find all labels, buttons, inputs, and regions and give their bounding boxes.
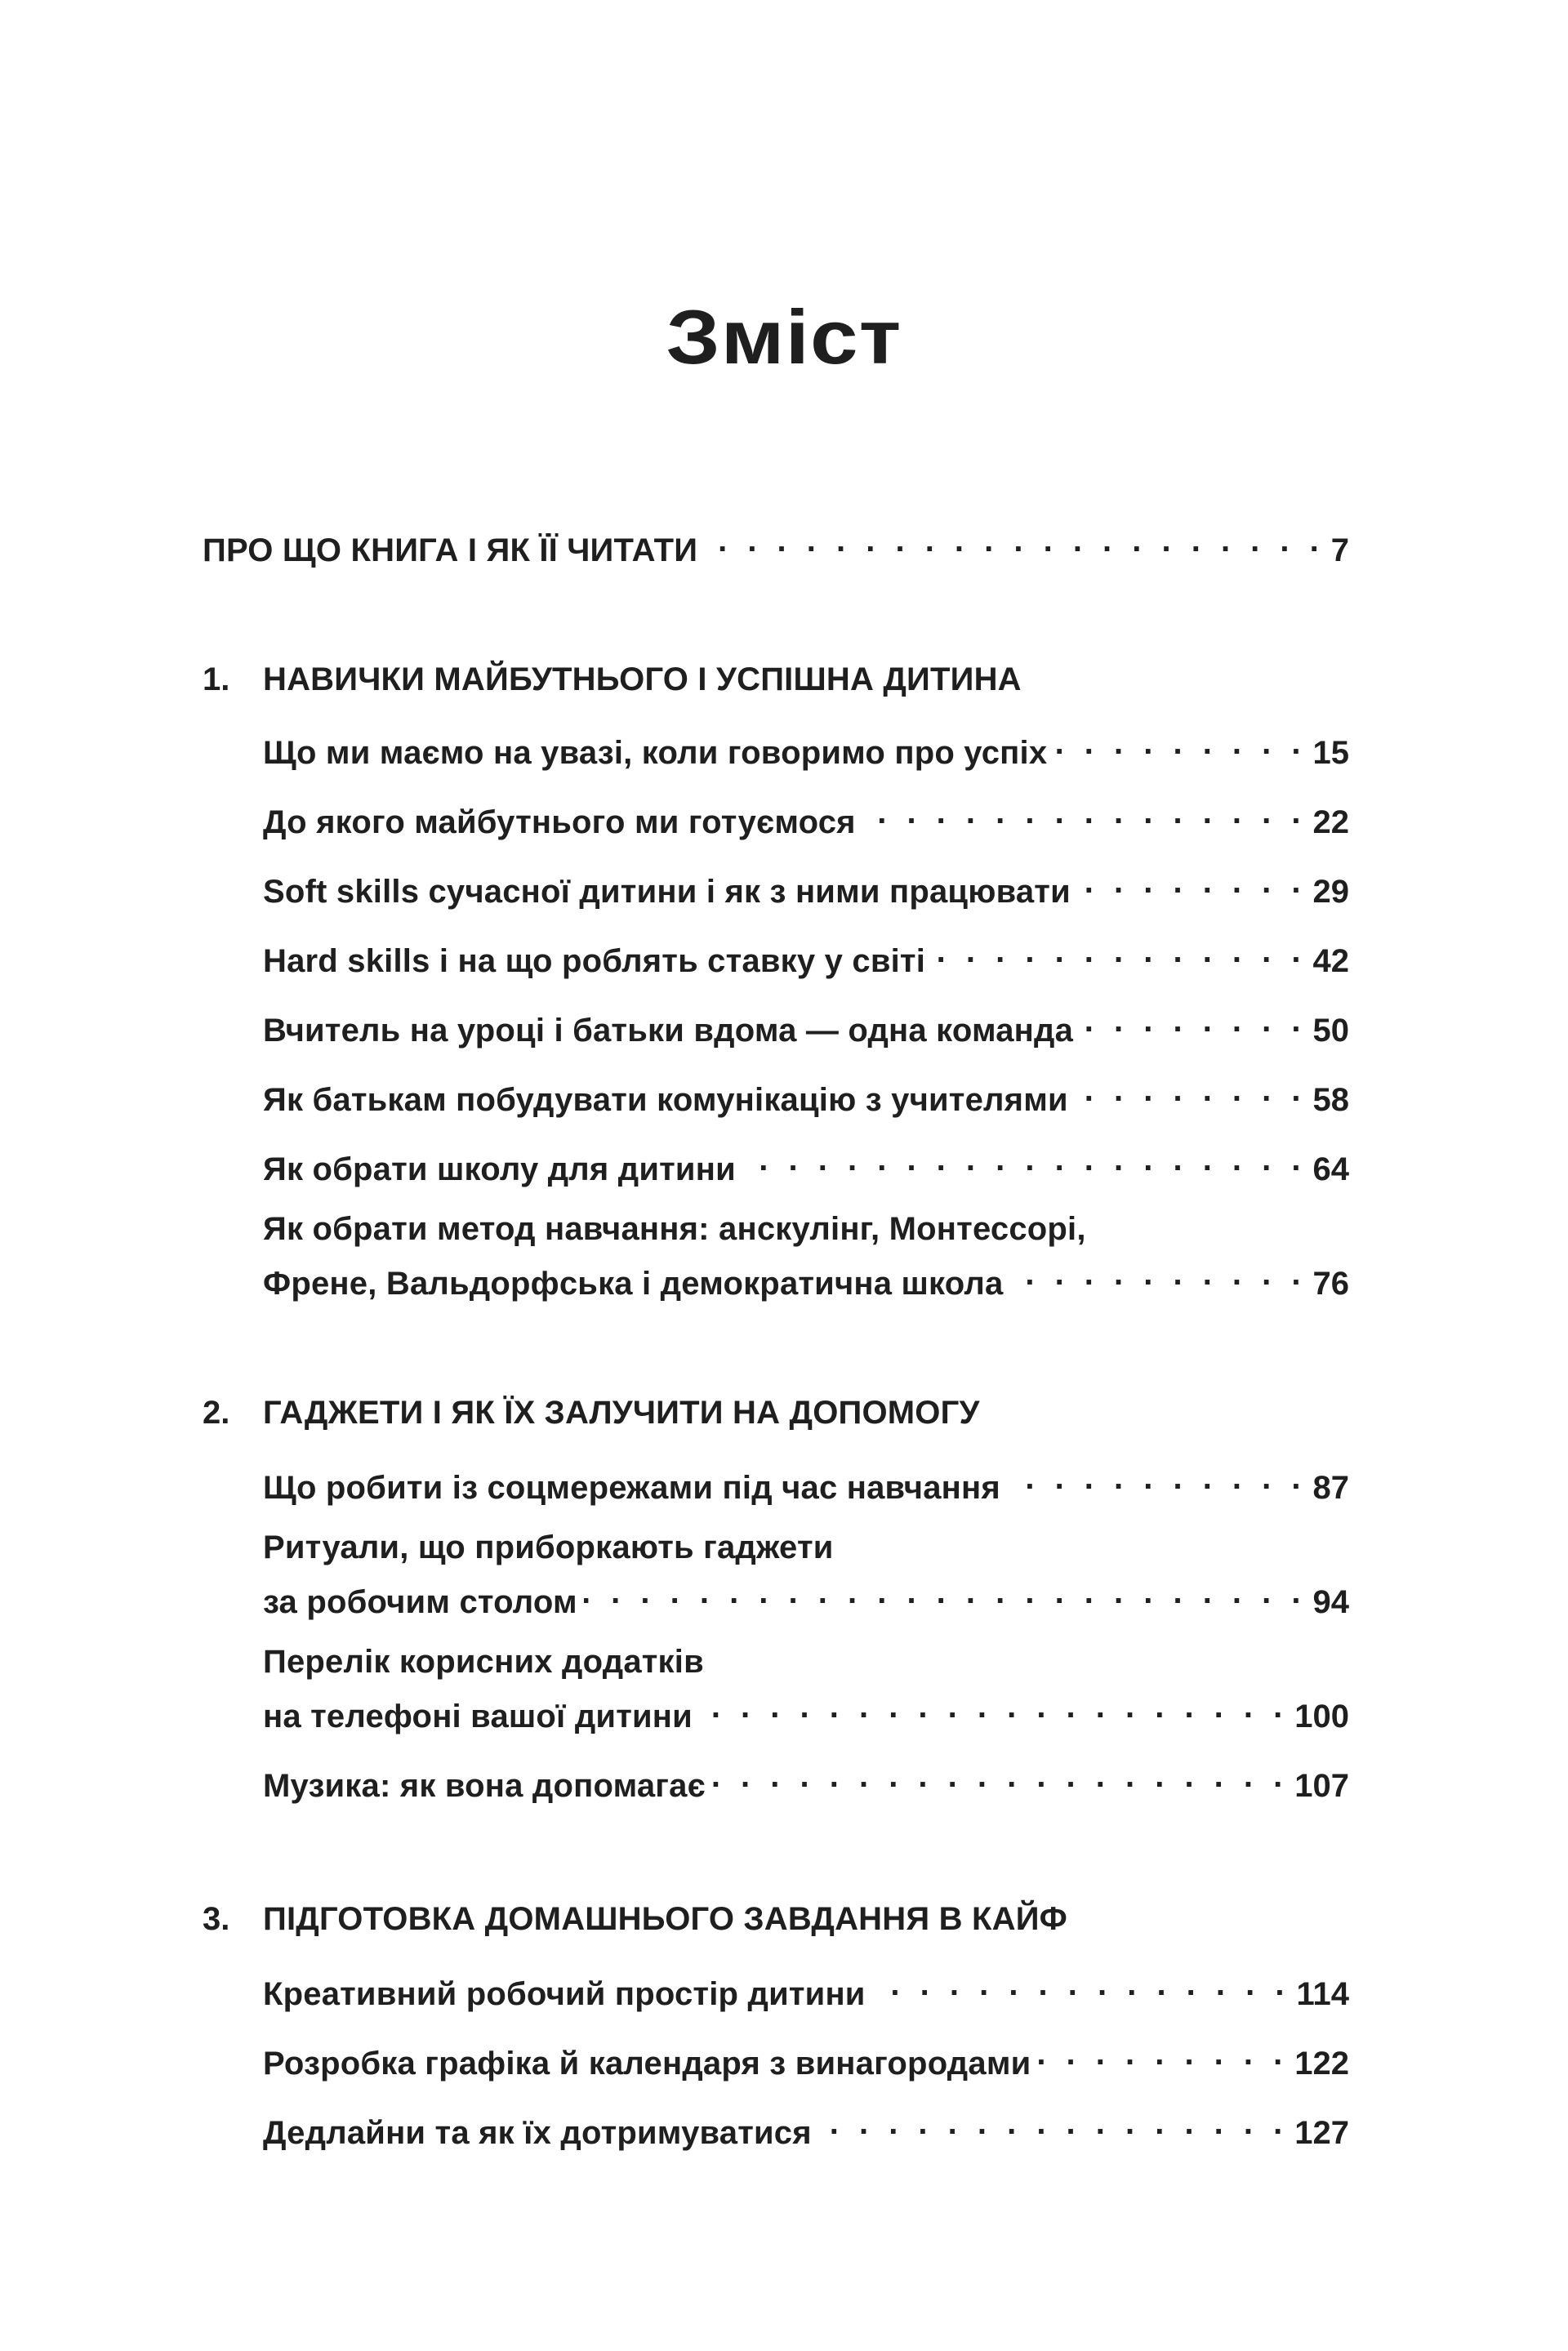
toc-page-number: 114 [1296, 1976, 1349, 2012]
toc-page-number: 87 [1312, 1470, 1349, 1506]
toc-entry-label: Креативний робочий простір дитини [263, 1976, 866, 2012]
toc-entry[interactable] [263, 1070, 1349, 1120]
toc-entry-label: Як обрати метод навчання: анскулінг, Монтессорі, [263, 1211, 1086, 1247]
dot-leader [712, 1756, 1288, 1797]
section-number: 3. [203, 1901, 230, 1937]
toc-entry-line2[interactable] [263, 1572, 1349, 1623]
toc-entry-line1[interactable] [263, 1527, 1349, 1568]
toc-entry-label: за робочим столом [263, 1584, 577, 1620]
toc-page-number: 22 [1312, 804, 1349, 840]
toc-entry-label: Розробка графіка й календаря з винагородами [263, 2046, 1031, 2082]
toc-page-number: 58 [1312, 1082, 1349, 1118]
dot-leader [584, 1572, 1307, 1613]
toc-entry-label: Hard skills і на що роблять ставку у світі [263, 943, 926, 979]
section-number: 2. [203, 1395, 230, 1431]
toc-section-2-heading[interactable] [203, 1392, 1349, 1433]
toc-entry[interactable] [263, 723, 1349, 773]
toc-page-number: 50 [1312, 1013, 1349, 1049]
toc-entry-label: Як обрати школу для дитини [263, 1151, 736, 1187]
section-title: ПІДГОТОВКА ДОМАШНЬОГО ЗАВДАННЯ В КАЙФ [263, 1901, 1067, 1937]
dot-leader [872, 1964, 1290, 2005]
toc-entry-label: Що ми маємо на увазі, коли говоримо про успіх [263, 735, 1048, 771]
toc-entry[interactable] [263, 1964, 1349, 2015]
toc-section-3-heading[interactable] [203, 1899, 1349, 1939]
toc-entry[interactable] [263, 1139, 1349, 1190]
toc-page-number: 122 [1294, 2046, 1349, 2082]
dot-leader [932, 931, 1306, 972]
toc-entry-label: на телефоні вашої дитини [263, 1699, 693, 1734]
toc-entry-label: Ритуали, що приборкають гаджети [263, 1529, 834, 1565]
toc-entry[interactable] [263, 1458, 1349, 1508]
toc-entry-label: До якого майбутнього ми готуємося [263, 804, 856, 840]
toc-page-number: 127 [1294, 2115, 1349, 2151]
toc-entry[interactable] [263, 792, 1349, 843]
toc-page-number: 107 [1294, 1768, 1349, 1804]
dot-leader [1054, 723, 1306, 764]
dot-leader [1009, 1253, 1306, 1294]
section-title: НАВИЧКИ МАЙБУТНЬОГО І УСПІШНА ДИТИНА [263, 661, 1022, 697]
toc-entry-line2[interactable] [263, 1253, 1349, 1304]
dot-leader [704, 520, 1324, 561]
section-number: 1. [203, 661, 230, 697]
toc-page-number: 100 [1294, 1699, 1349, 1734]
toc-entry-label: Що робити із соцмережами під час навчання [263, 1470, 1000, 1506]
toc-entry-label: Дедлайни та як їх дотримуватися [263, 2115, 812, 2151]
toc-entry-label: Soft skills сучасної дитини і як з ними працювати [263, 874, 1071, 910]
toc-entry-line1[interactable] [263, 1209, 1349, 1249]
toc-page-number: 64 [1312, 1151, 1349, 1187]
toc-entry[interactable] [263, 1756, 1349, 1806]
toc-page-number: 15 [1312, 735, 1349, 771]
toc-entry-line1[interactable] [263, 1641, 1349, 1682]
toc-entry[interactable] [263, 1000, 1349, 1051]
toc-entry-label: Вчитель на уроці і батьки вдома — одна команда [263, 1013, 1074, 1049]
toc-entry-label: ПРО ЩО КНИГА І ЯК ЇЇ ЧИТАТИ [203, 532, 698, 568]
page-title: Зміст [666, 293, 902, 380]
toc-entry[interactable] [263, 931, 1349, 982]
dot-leader [1080, 1000, 1306, 1041]
section-title: ГАДЖЕТИ І ЯК ЇХ ЗАЛУЧИТИ НА ДОПОМОГУ [263, 1395, 980, 1431]
toc-entry[interactable] [263, 2033, 1349, 2084]
toc-page-number: 76 [1312, 1266, 1349, 1302]
toc-entry-label: Френе, Вальдорфська і демократична школа [263, 1266, 1004, 1302]
toc-entry-label: Перелік корисних додатків [263, 1644, 704, 1680]
toc-entry[interactable] [263, 2103, 1349, 2153]
dot-leader [1075, 1070, 1307, 1111]
dot-leader [862, 792, 1307, 833]
dot-leader [1007, 1458, 1307, 1498]
dot-leader [1037, 2033, 1288, 2074]
toc-section-1-heading[interactable] [203, 659, 1349, 700]
dot-leader [699, 1686, 1288, 1727]
toc-page-number: 29 [1312, 874, 1349, 910]
toc-page-number: 94 [1312, 1584, 1349, 1620]
toc-page-number: 42 [1312, 943, 1349, 979]
toc-entry-label: Як батькам побудувати комунікацію з учителями [263, 1082, 1068, 1118]
dot-leader [742, 1139, 1307, 1180]
dot-leader [1077, 862, 1307, 902]
toc-page-number: 7 [1330, 532, 1349, 568]
toc-entry-intro[interactable] [203, 520, 1349, 571]
toc-entry[interactable] [263, 862, 1349, 912]
dot-leader [818, 2103, 1288, 2144]
toc-entry-label: Музика: як вона допомагає [263, 1768, 706, 1804]
toc-entry-line2[interactable] [263, 1686, 1349, 1737]
